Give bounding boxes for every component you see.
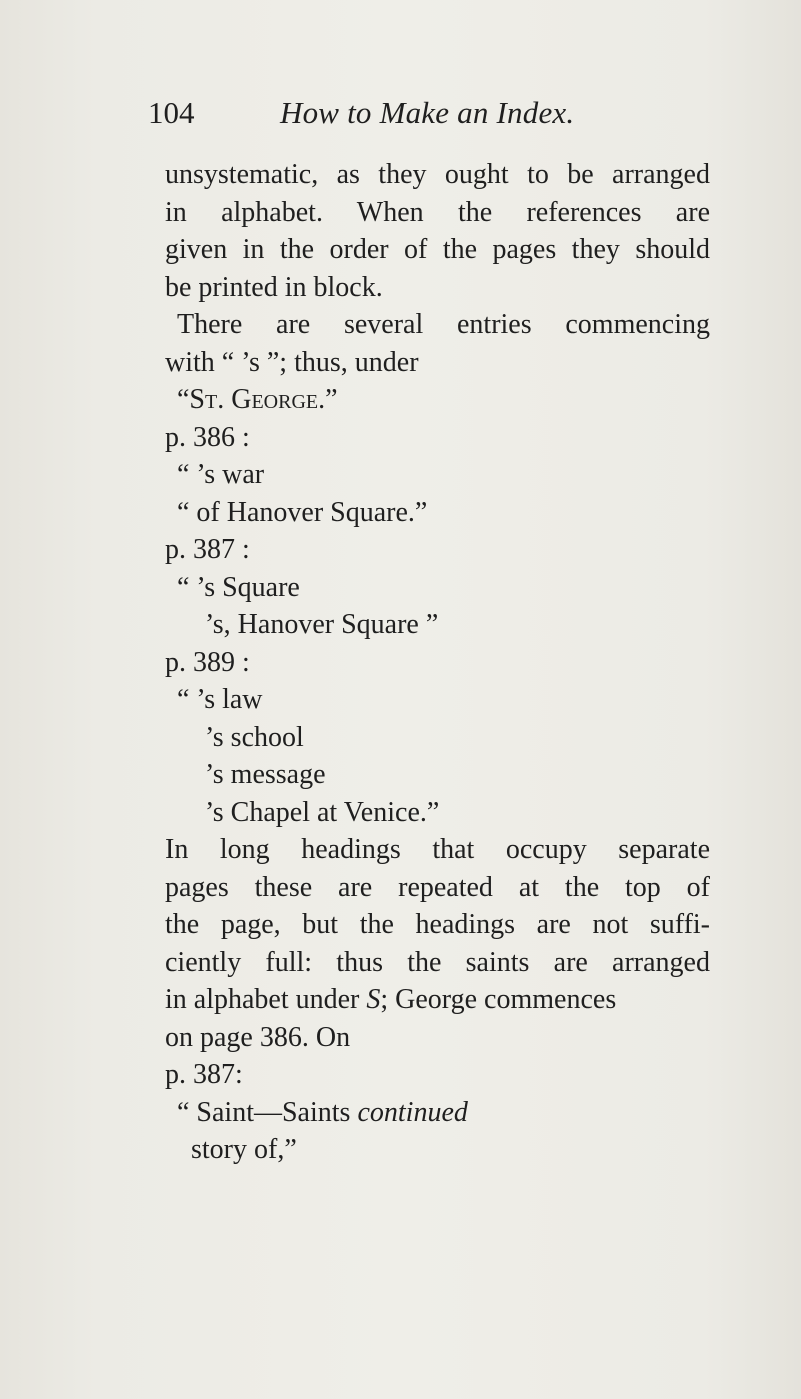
- text-line: given in the order of the pages they should: [165, 234, 710, 265]
- index-entry: ’s, Hanover Square ”: [205, 609, 439, 640]
- italic-word: continued: [357, 1096, 468, 1128]
- page-reference: p. 387:: [165, 1059, 243, 1090]
- text-segment: “ Saint—Saints: [177, 1096, 351, 1128]
- text-line: ciently full: thus the saints are arranged: [165, 946, 710, 978]
- index-entry: “ ’s war: [177, 459, 265, 490]
- text-line: in alphabet. When the references are: [165, 196, 710, 228]
- text-line: on page 386. On: [165, 1021, 351, 1053]
- page-reference: p. 389 :: [165, 646, 250, 678]
- italic-letter: S: [366, 984, 381, 1015]
- index-entry: story of,”: [191, 1134, 297, 1165]
- page-header: [148, 93, 708, 133]
- text-line: the page, but the headings are not suffi-: [165, 909, 710, 940]
- index-heading: “St. George.”: [177, 384, 338, 415]
- index-entry: “ of Hanover Square.”: [177, 496, 428, 528]
- index-entry: ’s school: [205, 721, 304, 753]
- text-line: [165, 981, 710, 1019]
- text-line: In long headings that occupy separate: [165, 834, 710, 865]
- page-reference: p. 386 :: [165, 421, 250, 453]
- page-number: 104: [148, 95, 195, 130]
- index-entry: ’s message: [205, 759, 326, 790]
- running-title: How to Make an Index.: [280, 95, 575, 130]
- text-segment: ; George commences: [380, 984, 617, 1015]
- text-line: with “ ’s ”; thus, under: [165, 346, 419, 378]
- text-line: be printed in block.: [165, 271, 383, 303]
- index-entry: ’s Chapel at Venice.”: [205, 796, 440, 828]
- index-entry: [165, 1094, 710, 1132]
- text-line: There are several entries commencing: [177, 309, 710, 340]
- text-line: pages these are repeated at the top of: [165, 871, 710, 903]
- index-entry: “ ’s law: [177, 684, 263, 715]
- body-text: [165, 156, 710, 1169]
- text-segment: in alphabet under: [165, 984, 360, 1015]
- text-line: unsystematic, as they ought to be arranged: [165, 159, 710, 190]
- index-entry: “ ’s Square: [177, 571, 300, 603]
- page-reference: p. 387 :: [165, 534, 250, 565]
